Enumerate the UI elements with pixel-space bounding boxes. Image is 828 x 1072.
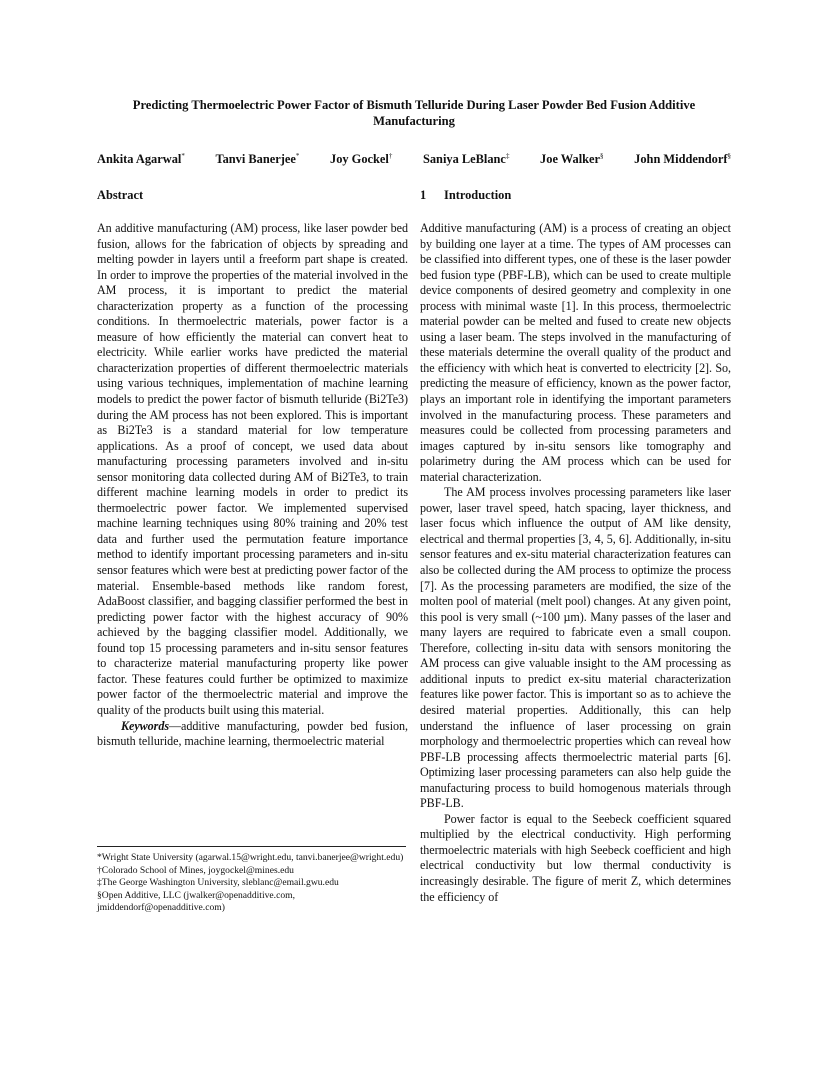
abstract-text: An additive manufacturing (AM) process, like laser powder bed fusion, allows for the fabrication of objects by spreading and melting powder in layers until a freeform part shape is created. In order to improve the properties of the material involved in the AM process, it is important to predict the material characterization property as a function of the processing conditions. In thermoelectric materials, power factor is a measure of how efficiently the material can convert heat to electricity. While earlier works have predicted the material characterization properties of different thermoelectric materials using various techniques, implementation of machine learning models to predict the power factor of bismuth telluride (Bi2Te3) during the AM process has not been explored. This is important as Bi2Te3 is a standard material for low temperature applications. As a proof of concept, we used data about manufacturing processing parameters involved and in-situ sensor monitoring data collected during AM of Bi2Te3, to train different machine learning models in order to predict its thermoelectric power factor. We implemented supervised machine learning techniques using 80% training and 20% test data and further used the permutation feature importance method to identify important processing parameters and in-situ sensor features which were best at predicting power factor of the material. Ensemble-based methods like random forest, AdaBoost classifier, and bagging classifier performed the best in predicting power factor with the highest accuracy of 90% achieved by the bagging classifier model. Additionally, we found top 15 processing parameters and in-situ sensor features to characterize material manufacturing property like power factor. These features could further be optimized to maximize power factor of the thermoelectric material and improve the quality of the products built using this material. [97, 221, 408, 717]
introduction-heading [420, 188, 511, 203]
footnotes [97, 852, 408, 915]
author: Ankita Agarwal* [97, 152, 185, 167]
abstract-column [97, 221, 408, 750]
author: Tanvi Banerjee* [215, 152, 300, 167]
author: Joy Gockel† [330, 152, 393, 167]
intro-paragraph: The AM process involves processing parameters like laser power, laser travel speed, hatch spacing, layer thickness, and laser focus which influence the output of AM like density, electrical and thermal properties [3, 4, 5, 6]. Additionally, in-situ sensor features and ex-situ material characterization features can also be collected during the AM process to optimize the process [7]. As the processing parameters are modified, the size of the molten pool of material (melt pool) changes. At any given point, this pool is very small (~100 µm). Many passes of the laser and many layers are required to fabricate even a small coupon. Therefore, collecting in-situ data with sensors monitoring the AM process can give valuable insight to the AM processing as additional inputs to predict ex-situ material characterization features like power factor. This is important so as to achieve the desired material properties. Additionally, this can help understand the influence of laser processing on grain morphology and thermoelectric properties which can reveal how PBF-LB processing affects thermoelectric material parts [6]. Optimizing laser processing parameters can also help guide the manufacturing process to build homogenous materials through PBF-LB. [420, 485, 731, 811]
author: John Middendorf§ [634, 152, 731, 167]
section-number: 1 [420, 188, 427, 202]
author-list [97, 152, 731, 167]
keywords-label: Keywords [121, 718, 169, 733]
section-title: Introduction [444, 188, 512, 202]
keywords [97, 719, 408, 750]
intro-paragraph: Power factor is equal to the Seebeck coefficient squared multiplied by the electrical conductivity. High performing thermoelectric materials with high Seebeck coefficient and high electrical conductivity but low thermal conductivity is increasingly desirable. The figure of merit Z, which determines the efficiency of [420, 811, 731, 904]
footnote: ‡The George Washington University, sleblanc@email.gwu.edu [97, 877, 339, 889]
author: Joe Walker§ [540, 152, 604, 167]
keywords-text: —additive manufacturing, powder bed fusion, bismuth telluride, machine learning, thermoelectric material [97, 718, 408, 749]
footnote: *Wright State University (agarwal.15@wright.edu, tanvi.banerjee@wright.edu) [97, 852, 404, 863]
abstract-heading: Abstract [97, 188, 144, 202]
paper-title: Predicting Thermoelectric Power Factor of Bismuth Telluride During Laser Powder Bed Fusion Additive Manufacturing [132, 98, 696, 128]
introduction-column [420, 221, 731, 905]
footnote-rule [97, 846, 406, 847]
footnote: §Open Additive, LLC (jwalker@openadditive.com, jmiddendorf@openadditive.com) [97, 889, 295, 914]
author: Saniya LeBlanc‡ [422, 152, 510, 167]
intro-paragraph: Additive manufacturing (AM) is a process of creating an object by building one layer at a time. The types of AM processes can be classified into different types, one of these is the laser powder bed fusion type (PBF-LB), which can be used to create multiple device components of desired geometry and complexity in one process with minimal waste [1]. In this process, thermoelectric material powder can be melted and fused to create new objects using a laser beam. The steps involved in the manufacturing of these materials determine the overall quality of the product and the efficiency with which heat is converted to electricity [2]. So, predicting the measure of efficiency, known as the power factor, plays an important role in identifying the important parameters involved in the manufacturing process. These parameters and measures could be collected from processing parameters and images captured by in-situ sensors like tomography and polarimetry during the AM process which can be used for material characterization. [420, 221, 731, 484]
footnote: †Colorado School of Mines, joygockel@mines.edu [97, 864, 294, 876]
